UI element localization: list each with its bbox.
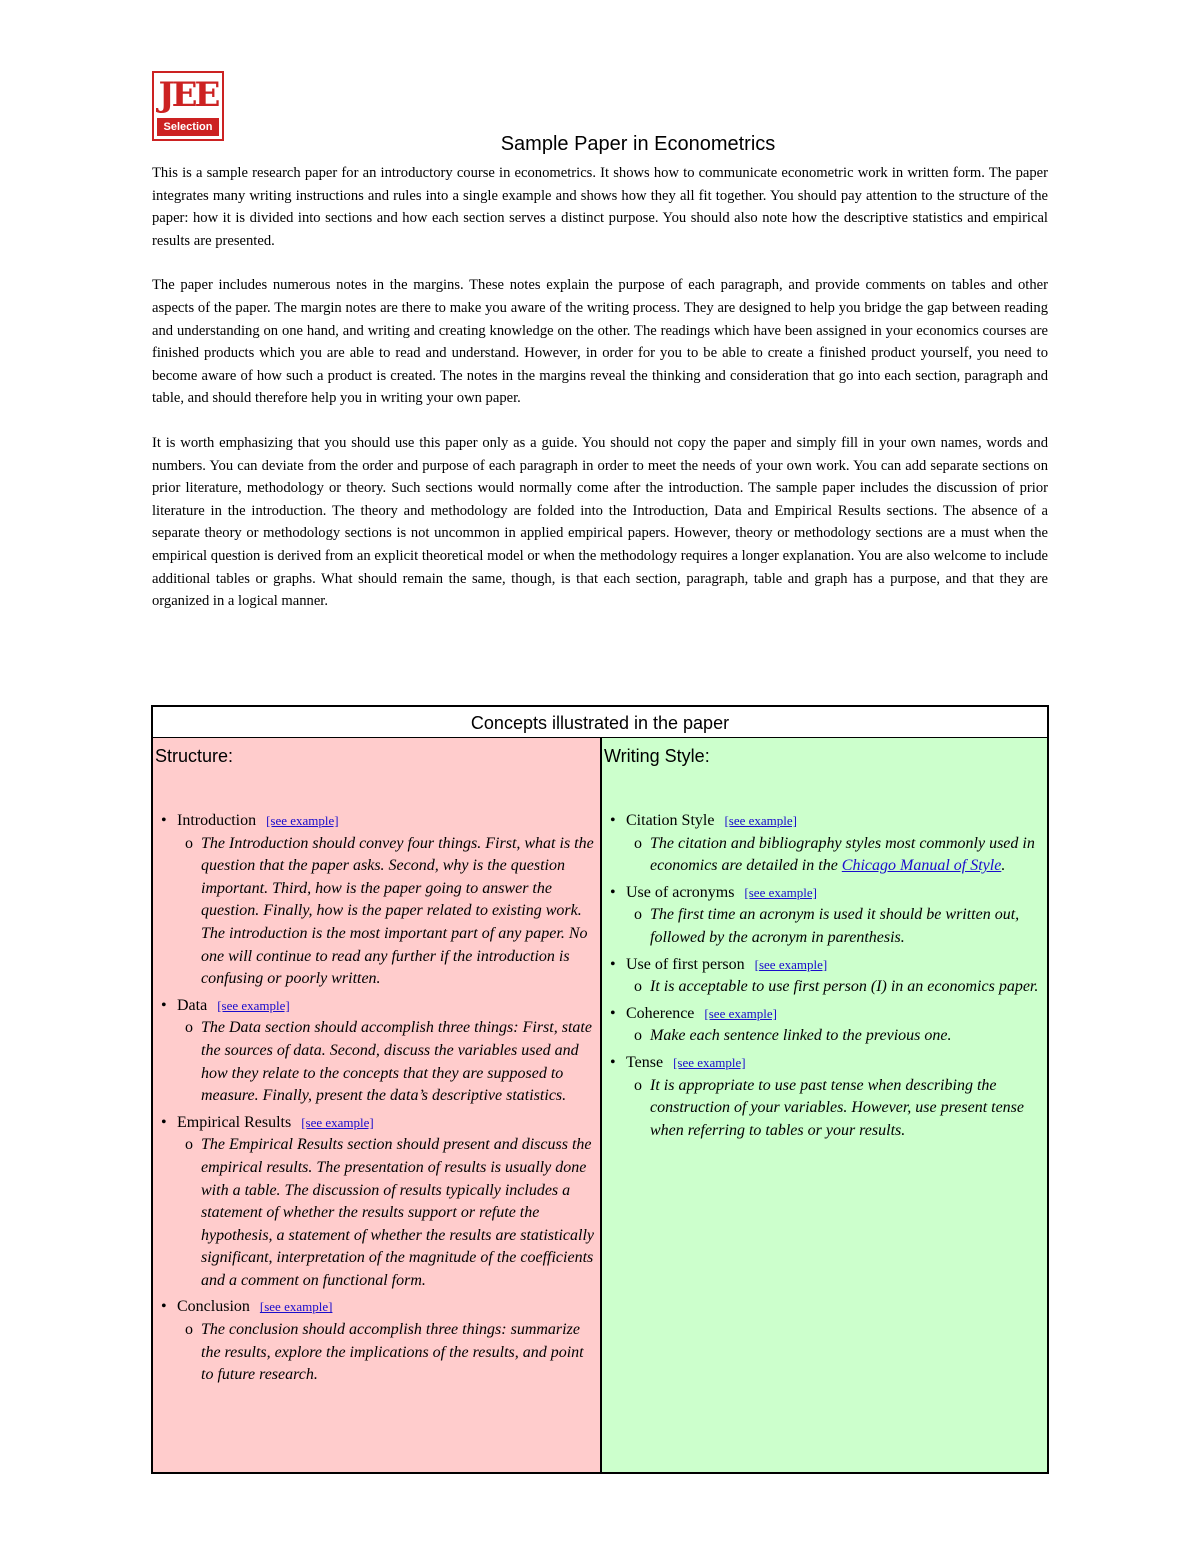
- item-label: Conclusion: [177, 1298, 250, 1316]
- note-text: The citation and bibliography styles most commonly used in economics are detailed in the: [650, 834, 1035, 875]
- logo-letters: JEE: [158, 75, 218, 115]
- item-note: o Make each sentence linked to the previous one.: [626, 1025, 1047, 1048]
- see-example-link[interactable]: [see example]: [724, 813, 797, 828]
- note-text-end: .: [1001, 857, 1006, 875]
- logo-subtitle: Selection: [157, 118, 219, 136]
- item-note: o It is acceptable to use first person (I) in an economics paper.: [626, 976, 1047, 999]
- see-example-link[interactable]: [see example]: [673, 1054, 746, 1070]
- structure-list: [153, 810, 600, 1387]
- item-note: [626, 833, 1047, 878]
- list-item: [602, 810, 1047, 878]
- item-note: o The first time an acronym is used it should be written out, followed by the acronym in parenthesis.: [626, 904, 1047, 949]
- writing-style-column: [602, 738, 1047, 1472]
- item-label: Use of acronyms: [626, 883, 735, 901]
- list-item: [602, 882, 1047, 950]
- structure-column: [153, 738, 602, 1472]
- concepts-header: Concepts illustrated in the paper: [153, 707, 1047, 738]
- structure-title: Structure:: [155, 746, 234, 766]
- item-label: Tense: [626, 1053, 664, 1071]
- list-item: [153, 1296, 600, 1386]
- item-note: o It is appropriate to use past tense when describing the construction of your variables. However, use present tense when referring to tables or your results.: [626, 1075, 1047, 1143]
- item-label: Coherence: [626, 1004, 695, 1022]
- item-label: Empirical Results: [177, 1113, 292, 1131]
- list-item: [602, 1052, 1047, 1142]
- intro-paragraph-3: It is worth emphasizing that you should use this paper only as a guide. You should not copy the paper and simply fill in your own names, words and numbers. You can deviate from the order and purpose of each paragraph in order to meet the needs of your own work. You can add separate sections on prior literature, methodology or theory. Such sections would normally come after the introduction. The sample paper includes the discussion of prior literature in the introduction. The theory and methodology are folded into the Introduction, Data and Empirical Results sections. The absence of a separate theory or methodology sections is not uncommon in applied empirical papers. However, theory or methodology sections are a must when the empirical question is derived from an explicit theoretical model or when the methodology requires a longer explanation. You are also welcome to include additional tables or graphs. What should remain the same, though, is that each section, paragraph, table and graph has a purpose, and that they are organized in a logical manner.: [152, 434, 1048, 610]
- item-label: Citation Style: [626, 812, 715, 829]
- chicago-manual-link[interactable]: Chicago Manual of Style: [841, 857, 1002, 875]
- intro-text: [152, 162, 1048, 635]
- see-example-link[interactable]: [see example]: [217, 997, 290, 1013]
- see-example-link[interactable]: [see example]: [259, 1299, 333, 1315]
- see-example-link[interactable]: [see example]: [301, 1114, 374, 1130]
- item-note: o The Data section should accomplish three things: First, state the sources of data. Second, discuss the variables used and how they relate to the concepts that they are supposed to measure. Finally, present the data’s descriptive statistics.: [177, 1017, 600, 1107]
- writing-style-title: Writing Style:: [604, 746, 710, 766]
- list-item: [602, 954, 1047, 999]
- see-example-link[interactable]: [see example]: [744, 884, 817, 900]
- concepts-table: [151, 705, 1049, 1474]
- item-note: o The Introduction should convey four things. First, what is the question that the paper asks. Second, why is the question important. Third, how is the paper going to answer the question. Finally, how is the paper related to existing work. The introduction is the most important part of any paper. No one will continue to read any further if the introduction is confusing or poorly written.: [177, 833, 600, 991]
- list-item: [153, 1112, 600, 1293]
- list-item: [602, 1003, 1047, 1048]
- item-label: Data: [177, 996, 208, 1014]
- intro-paragraph-1: This is a sample research paper for an introductory course in econometrics. It shows how to communicate econometric work in written form. The paper integrates many writing instructions and rules into a single example and shows how they all fit together. You should pay attention to the structure of the paper: how it is divided into sections and how each section serves a distinct purpose. You should also note how the descriptive statistics and empirical results are presented.: [152, 165, 1048, 249]
- writing-style-list: [602, 810, 1047, 1142]
- see-example-link[interactable]: [see example]: [754, 956, 828, 972]
- see-example-link[interactable]: [see example]: [704, 1005, 777, 1021]
- item-label: Use of first person: [626, 955, 745, 973]
- page-title: Sample Paper in Econometrics: [500, 133, 776, 155]
- item-note: o The Empirical Results section should present and discuss the empirical results. The presentation of results is usually done with a table. The discussion of results typically includes a statement of whether the results support or refute the hypothesis, a statement of whether the results are statistically significant, interpretation of the magnitude of the coefficients and a comment on functional form.: [177, 1134, 600, 1292]
- item-note: o The conclusion should accomplish three things: summarize the results, explore the implications of the results, and point to future research.: [177, 1319, 600, 1387]
- list-item: [153, 995, 600, 1108]
- see-example-link[interactable]: [see example]: [266, 813, 339, 828]
- intro-paragraph-2: The paper includes numerous notes in the margins. These notes explain the purpose of each paragraph, and provide comments on tables and other aspects of the paper. The margin notes are there to make you aware of the writing process. They are designed to help you bridge the gap between reading and understanding on one hand, and writing and creating knowledge on the other. The readings which have been assigned in your economics courses are finished products which you are able to read and understand. However, in order for you to be able to create a finished product yourself, you need to become aware of how such a product is created. The notes in the margins reveal the thinking and consideration that go into each section, paragraph and table, and should therefore help you in writing your own paper.: [152, 277, 1048, 407]
- list-item: [153, 810, 600, 991]
- item-label: Introduction: [177, 812, 257, 829]
